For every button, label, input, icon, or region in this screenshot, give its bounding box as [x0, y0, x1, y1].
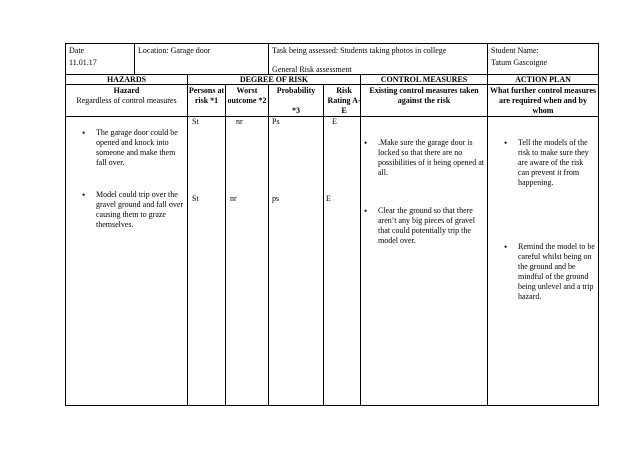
date-label: Date: [69, 46, 85, 55]
action-heading: ACTION PLAN: [515, 75, 571, 84]
further-control-column-title: What further control measures are required when and by whom: [490, 86, 596, 115]
row2-persons: St: [192, 194, 199, 203]
worst-probability-divider: [268, 84, 269, 406]
degree-heading: DEGREE OF RISK: [239, 75, 309, 84]
action-plan-list: [503, 138, 596, 314]
row1-probability: Ps: [272, 117, 280, 126]
row1-worst: nr: [236, 117, 243, 126]
hazard-item: • Model could trip over the gravel ground and fall over causing them to graze themselves.: [81, 190, 186, 230]
worst-column-title: Worst outcome *2: [227, 86, 267, 105]
control-action-divider: [487, 74, 488, 406]
border-right: [598, 43, 599, 406]
student-value: Tatum Gascoigne: [491, 58, 548, 67]
location-task-divider: [268, 43, 269, 74]
hazards-degree-divider: [187, 74, 188, 406]
existing-control-column-title: Existing control measures taken against the risk: [369, 86, 479, 105]
row2-rating: E: [326, 194, 331, 203]
hazard-column-subtitle: Regardless of control measures: [76, 96, 177, 105]
control-measure-item: • Clear the ground so that there aren’t any big pieces of gravel that could potentially trip the model over.: [363, 206, 486, 246]
student-label: Student Name:: [491, 46, 539, 55]
row2-probability: ps: [272, 194, 280, 203]
probability-column-title: Probability: [276, 86, 316, 95]
task-text: Task being assessed: Students taking photos in college: [272, 46, 447, 55]
general-risk-text: General Risk assessment: [272, 65, 352, 74]
row1-persons: St: [192, 117, 199, 126]
control-measure-list: [363, 138, 486, 258]
control-heading: CONTROL MEASURES: [380, 75, 468, 84]
hazard-list: [81, 128, 186, 242]
border-top: [65, 43, 599, 44]
date-value: 11.01.17: [69, 58, 97, 67]
row2-worst: nr: [230, 194, 237, 203]
control-measure-item: • .Make sure the garage door is locked so that there are no possibilities of it being opened at all.: [363, 138, 486, 178]
hazards-heading: HAZARDS: [106, 75, 147, 84]
degree-control-divider: [360, 74, 361, 406]
action-plan-item: • Remind the model to be careful whilst being on the ground and be mindful of the ground being unlevel and a trip hazard.: [503, 242, 596, 302]
probability-rating-divider: [323, 84, 324, 406]
action-plan-item: • Tell the models of the risk to make sure they are aware of the risk can prevent it from happening.: [503, 138, 596, 188]
persons-column-title: Persons at risk *1: [188, 86, 225, 105]
hazard-column-title: Hazard: [113, 86, 140, 95]
probability-column-note: *3: [292, 106, 300, 115]
location-text: Location: Garage door: [138, 46, 211, 55]
persons-worst-divider: [225, 84, 226, 406]
task-student-divider: [487, 43, 488, 74]
row1-rating: E: [332, 117, 337, 126]
hazard-item: • The garage door could be opened and knock into someone and make them fall over.: [81, 128, 186, 168]
border-bottom: [65, 405, 599, 406]
rating-column-title: Risk Rating A-E: [327, 86, 361, 115]
date-location-divider: [134, 43, 135, 74]
